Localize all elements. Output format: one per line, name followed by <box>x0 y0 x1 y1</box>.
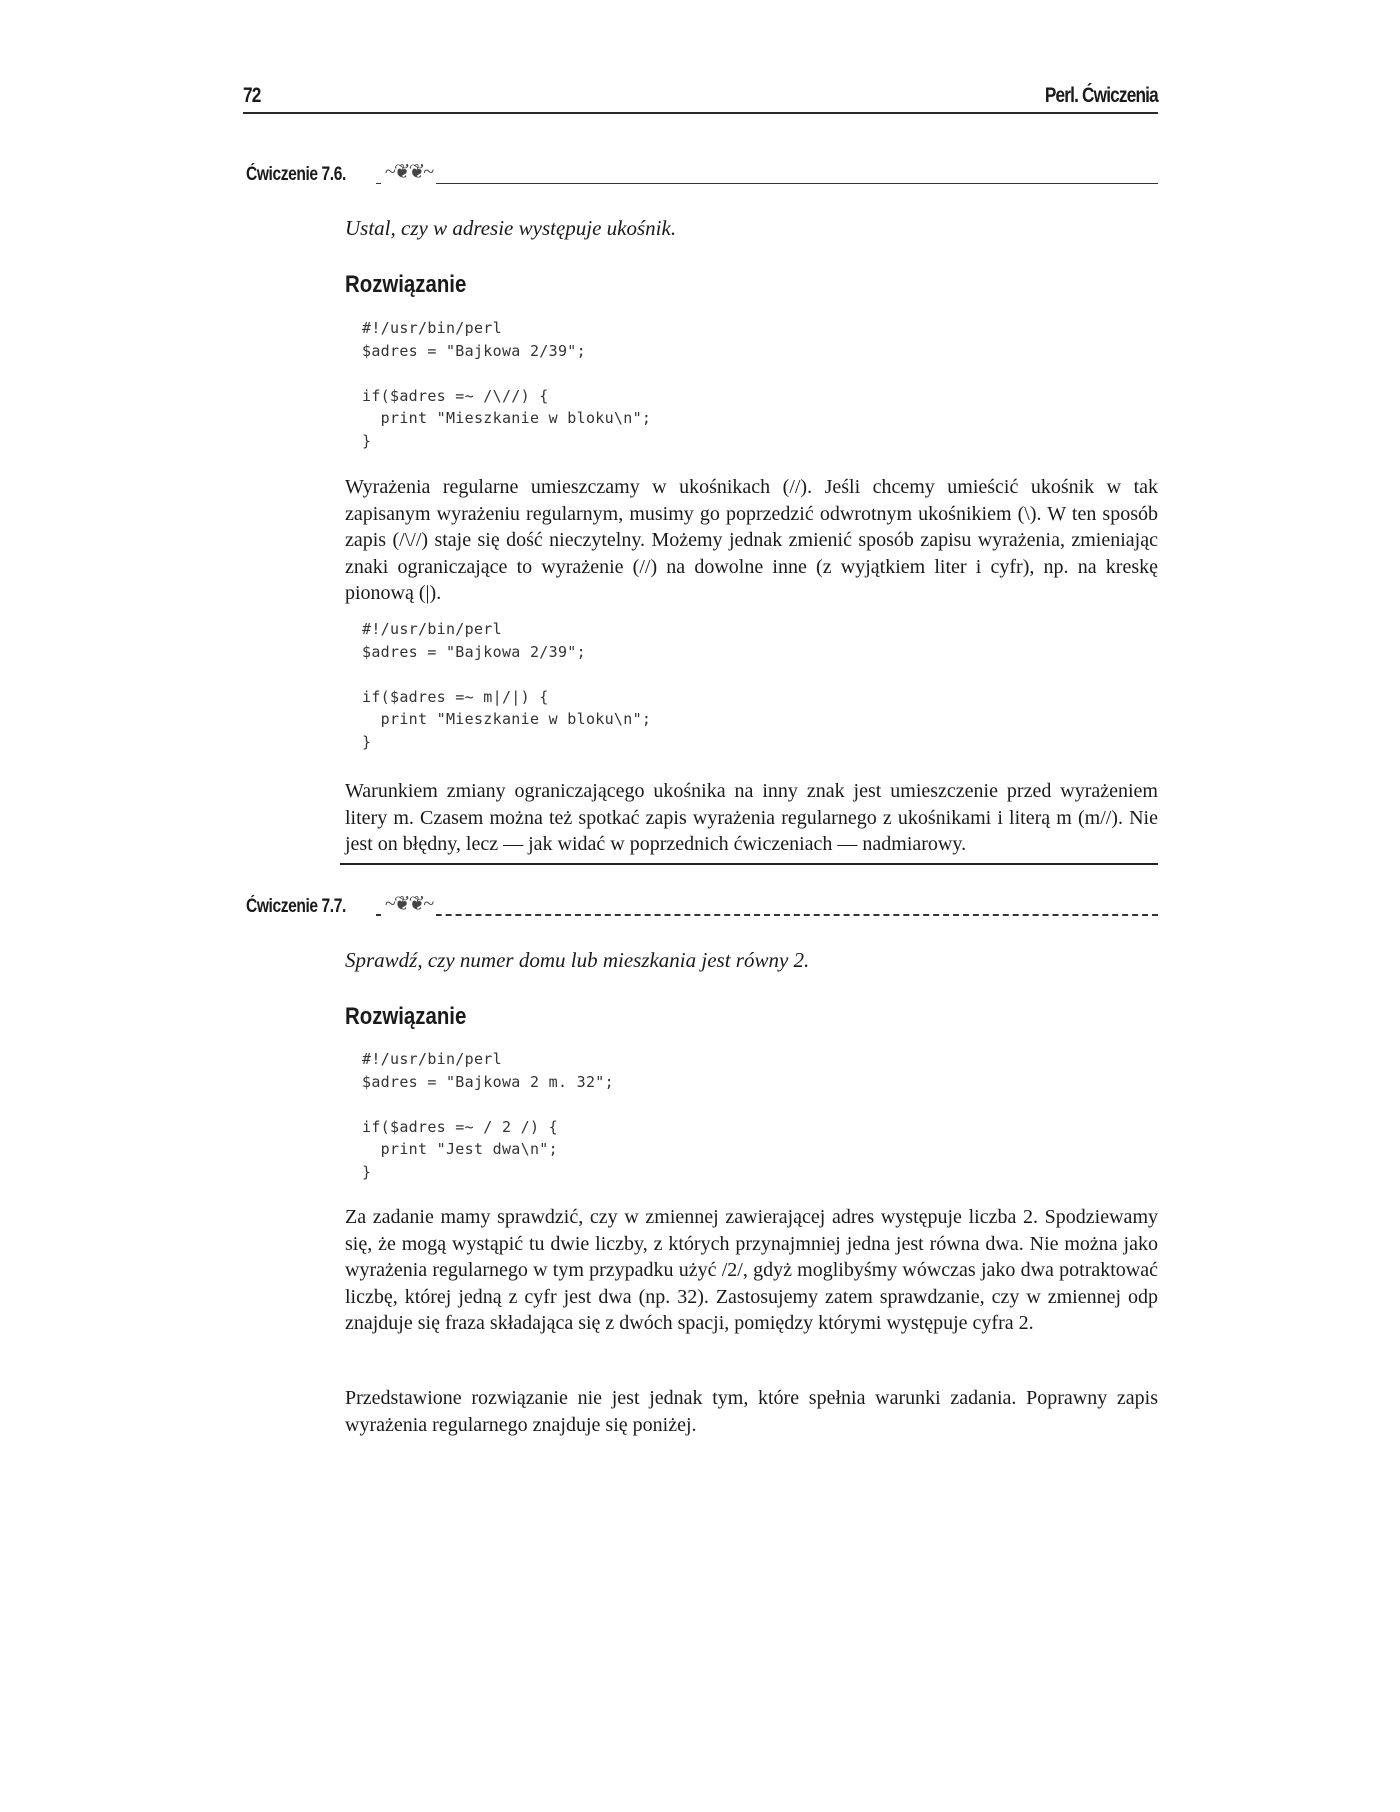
exercise-task: Sprawdź, czy numer domu lub mieszkania jest równy 2. <box>345 948 810 972</box>
exercise-label: Ćwiczenie 7.6. <box>246 164 346 185</box>
code-block: #!/usr/bin/perl $adres = "Bajkowa 2/39"; if($adres =~ m|/|) { print "Mieszkanie w bloku\n"; } <box>362 620 652 751</box>
running-title: Perl. Ćwiczenia <box>1044 84 1158 107</box>
page-header <box>243 84 1158 114</box>
page-number: 72 <box>243 84 261 107</box>
solution-heading: Rozwiązanie <box>345 271 467 298</box>
exercise-rule <box>376 914 1158 916</box>
solution-heading: Rozwiązanie <box>345 1003 467 1030</box>
section-rule <box>340 863 1158 865</box>
paragraph: Wyrażenia regularne umieszczamy w ukośnikach (//). Jeśli chcemy umieścić ukośnik w tak zapisanym wyrażeniu regularnym, musimy go poprzedzić odwrotnym ukośnikiem (\). W ten sposób zapis (/\//) staje się dość nieczytelny. Możemy jednak zmienić sposób zapisu wyrażenia, zmieniając znaki ograniczające to wyrażenie (//) na dowolne inne (z wyjątkiem liter i cyfr), np. na kreskę pionową (|). <box>345 476 1158 604</box>
code-block: #!/usr/bin/perl $adres = "Bajkowa 2/39"; if($adres =~ /\//) { print "Mieszkanie w bloku\n"; } <box>362 319 652 450</box>
exercise-label: Ćwiczenie 7.7. <box>246 896 346 917</box>
ornament-icon: ~❦❦~ <box>381 891 436 916</box>
paragraph: Za zadanie mamy sprawdzić, czy w zmiennej zawierającej adres występuje liczba 2. Spodziewamy się, że mogą wystąpić tu dwie liczby, z których przynajmniej jedna jest równa dwa. Nie można jako wyrażenia regularnego w tym przypadku użyć /2/, gdyż moglibyśmy wówczas jako dwa potraktować liczbę, której jedną z cyfr jest dwa (np. 32). Zastosujemy zatem sprawdzanie, czy w zmiennej odp znajduje się fraza składająca się z dwóch spacji, pomiędzy którymi występuje cyfra 2. <box>345 1206 1158 1334</box>
paragraph: Warunkiem zmiany ograniczającego ukośnika na inny znak jest umieszczenie przed wyrażeniem litery m. Czasem można też spotkać zapis wyrażenia regularnego z ukośnikami i literą m (m//). Nie jest on błędny, lecz — jak widać w poprzednich ćwiczeniach — nadmiarowy. <box>345 780 1158 855</box>
exercise-header-7-6 <box>246 158 1158 188</box>
paragraph: Przedstawione rozwiązanie nie jest jednak tym, które spełnia warunki zadania. Poprawny zapis wyrażenia regularnego znajduje się poniżej. <box>345 1387 1158 1436</box>
exercise-rule <box>376 183 1158 184</box>
exercise-task: Ustal, czy w adresie występuje ukośnik. <box>345 216 677 240</box>
code-block: #!/usr/bin/perl $adres = "Bajkowa 2 m. 32"; if($adres =~ / 2 /) { print "Jest dwa\n"; } <box>362 1050 614 1181</box>
exercise-header-7-7 <box>246 890 1158 920</box>
ornament-icon: ~❦❦~ <box>381 159 436 184</box>
